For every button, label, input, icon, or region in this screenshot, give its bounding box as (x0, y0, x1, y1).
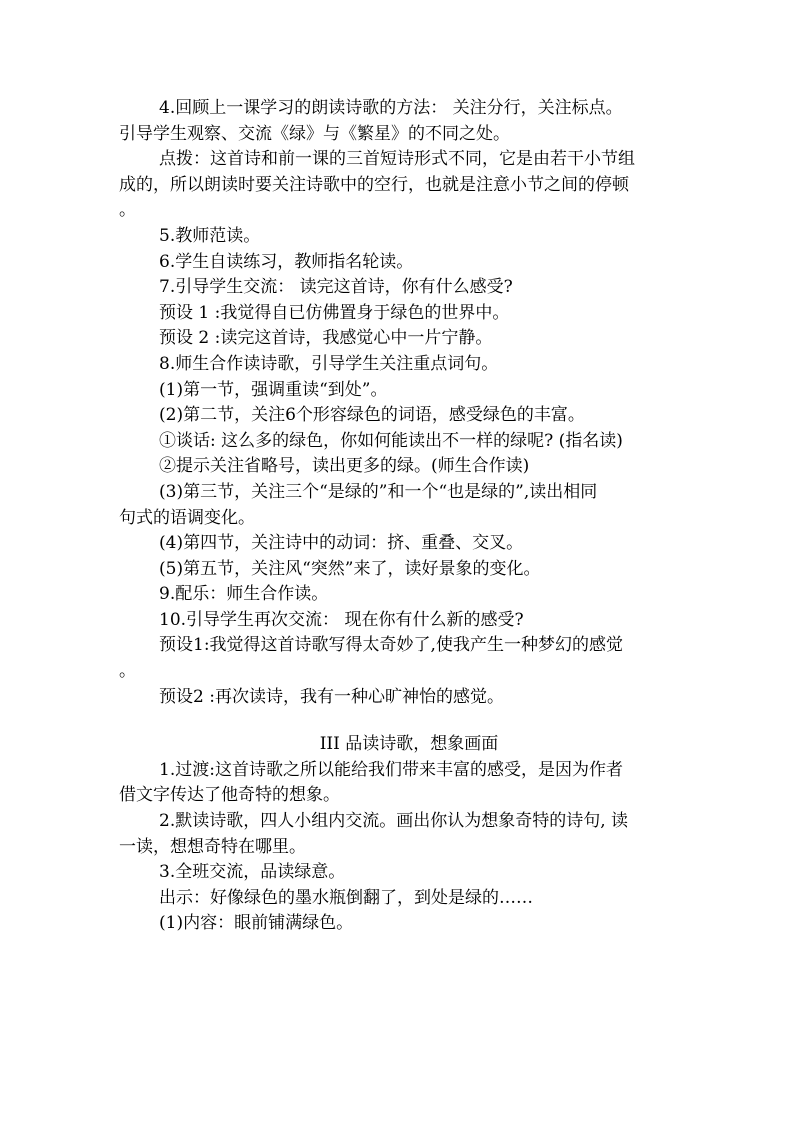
section-spacer (119, 710, 679, 732)
paragraph-line: 3.全班交流，品读绿意。 (159, 862, 346, 883)
paragraph-line: 6.学生自读练习，教师指名轮读。 (159, 251, 414, 272)
paragraph-line: 10.引导学生再次交流： 现在你有什么新的感受? (159, 609, 524, 630)
paragraph-line: (1)内容：眼前铺满绿色。 (159, 913, 354, 934)
paragraph-line: 4.回顾上一课学习的朗读诗歌的方法： 关注分行，关注标点。 (159, 98, 623, 118)
paragraph-line: 一读，想想奇特在哪里。 (119, 836, 306, 857)
paragraph-line: 5.教师范读。 (159, 225, 261, 246)
paragraph-line: 引导学生观察、交流《绿》与《繁星》的不同之处。 (119, 123, 510, 144)
paragraph-line: 8.师生合作读诗歌，引导学生关注重点词句。 (159, 353, 499, 374)
paragraph-line: 出示：好像绿色的墨水瓶倒翻了，到处是绿的…… (159, 887, 533, 908)
paragraph-line: 。 (119, 200, 136, 221)
section-heading: III 品读诗歌，想象画面 (319, 734, 499, 755)
paragraph-line: (4)第四节，关注诗中的动词：挤、重叠、交叉。 (159, 533, 524, 554)
paragraph-line: 预设 1 :我觉得自已仿佛置身于绿色的世界中。 (159, 302, 510, 323)
document-body (119, 96, 679, 937)
paragraph-line: 。 (119, 661, 136, 682)
paragraph-line: (1)第一节，强调重读“到处”。 (159, 379, 388, 400)
paragraph-line: 7.引导学生交流： 读完这首诗，你有什么感受? (159, 277, 513, 298)
paragraph-line: 句式的语调变化。 (119, 507, 255, 528)
paragraph-line: 预设2 :再次读诗，我有一种心旷神怡的感觉。 (159, 686, 504, 707)
paragraph-line: 预设1:我觉得这首诗歌写得太奇妙了,使我产生一种梦幻的感觉 (159, 635, 623, 656)
paragraph-line: ①谈话: 这么多的绿色，你如何能读出不一样的绿呢? (指名读) (159, 430, 623, 451)
paragraph-line: 借文字传达了他奇特的想象。 (119, 785, 340, 806)
paragraph-line: (5)第五节，关注风“突然”来了，读好景象的变化。 (159, 558, 541, 579)
paragraph-line: 9.配乐：师生合作读。 (159, 584, 329, 605)
paragraph-line: 成的，所以朗读时要关注诗歌中的空行，也就是注意小节之间的停顿 (119, 174, 629, 195)
paragraph-line: ②提示关注省略号，读出更多的绿。(师生合作读) (159, 456, 530, 477)
paragraph-line: 预设 2 :读完这首诗，我感觉心中一片宁静。 (159, 328, 493, 349)
paragraph-line: 点拨：这首诗和前一课的三首短诗形式不同，它是由若干小节组 (159, 149, 635, 170)
paragraph-line: (2)第二节，关注6个形容绿色的词语，感受绿色的丰富。 (159, 405, 585, 426)
paragraph-line: 2.默读诗歌，四人小组内交流。画出你认为想象奇特的诗句, 读 (159, 811, 629, 832)
paragraph-line: 1.过渡:这首诗歌之所以能给我们带来丰富的感受，是因为作者 (159, 759, 623, 780)
paragraph-line: (3)第三节，关注三个“是绿的”和一个“也是绿的”,读出相同 (159, 481, 598, 502)
